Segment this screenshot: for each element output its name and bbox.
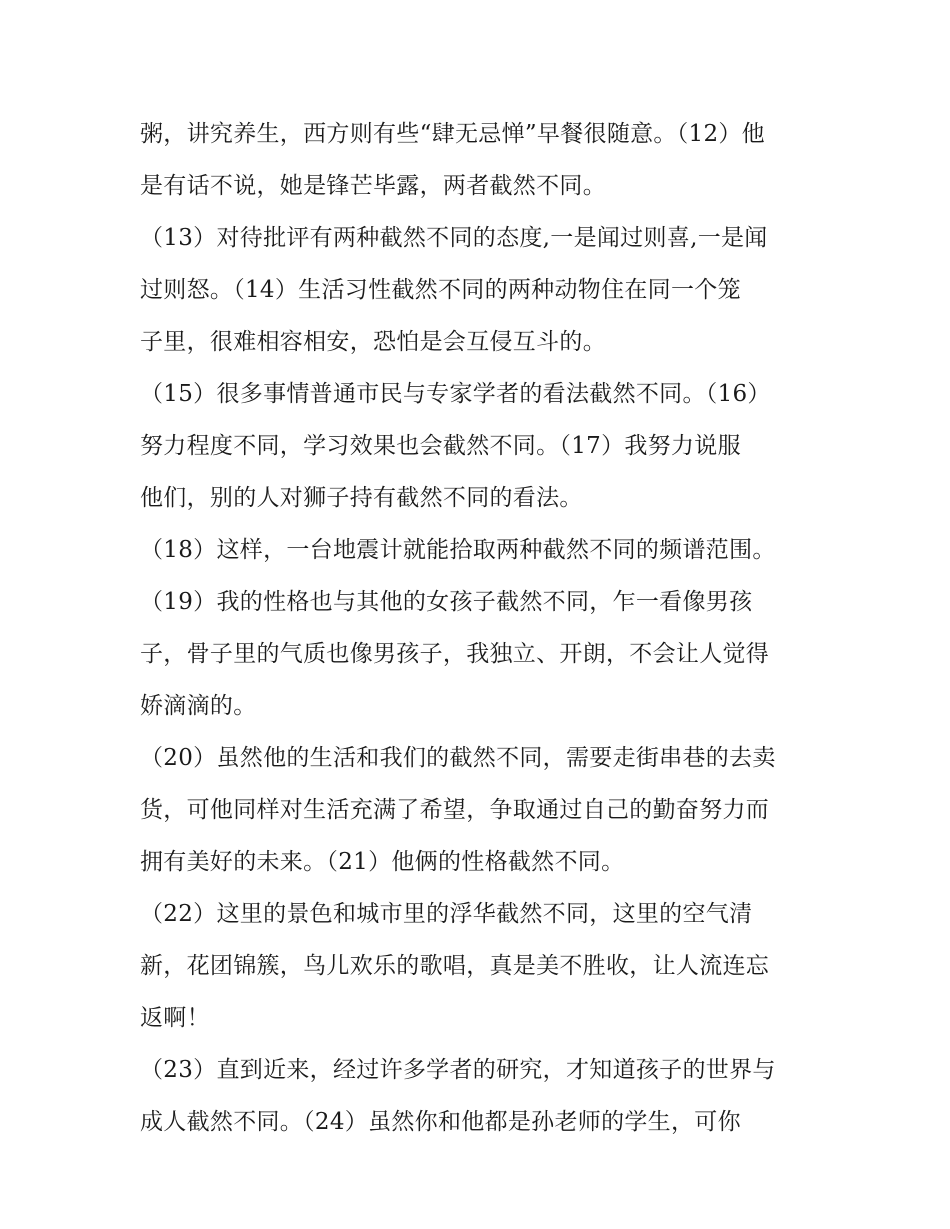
document-body-text — [140, 108, 820, 1148]
text-line: （15）很多事情普通市民与专家学者的看法截然不同。（16） — [140, 381, 771, 407]
text-line: 成人截然不同。（24）虽然你和他都是孙老师的学生，可你 — [140, 1109, 741, 1135]
text-line: 他们，别的人对狮子持有截然不同的看法。 — [140, 485, 583, 511]
text-line: 新，花团锦簇，鸟儿欢乐的歌唱，真是美不胜收，让人流连忘 — [140, 953, 770, 979]
text-line: （22）这里的景色和城市里的浮华截然不同，这里的空气清 — [140, 901, 753, 927]
text-line: 过则怒。（14）生活习性截然不同的两种动物住在同一个笼 — [140, 277, 741, 303]
text-line: 子里，很难相容相安，恐怕是会互侵互斗的。 — [140, 329, 606, 355]
text-line: （13）对待批评有两种截然不同的态度,一是闻过则喜,一是闻 — [140, 225, 768, 251]
text-line: 努力程度不同，学习效果也会截然不同。（17）我努力说服 — [140, 433, 741, 459]
text-line: （20）虽然他的生活和我们的截然不同，需要走街串巷的去卖 — [140, 745, 776, 771]
text-line: （18）这样，一台地震计就能拾取两种截然不同的频谱范围。 — [140, 537, 776, 563]
text-line: 是有话不说，她是锋芒毕露，两者截然不同。 — [140, 173, 606, 199]
text-line: 娇滴滴的。 — [140, 693, 257, 719]
text-line: 货，可他同样对生活充满了希望，争取通过自己的勤奋努力而 — [140, 797, 770, 823]
text-line: 子，骨子里的气质也像男孩子，我独立、开朗，不会让人觉得 — [140, 641, 770, 667]
text-line: 拥有美好的未来。（21）他俩的性格截然不同。 — [140, 849, 625, 875]
text-line: （19）我的性格也与其他的女孩子截然不同，乍一看像男孩 — [140, 589, 753, 615]
text-line: 粥，讲究养生，西方则有些“肆无忌惮”早餐很随意。（12）他 — [140, 121, 765, 147]
text-line: （23）直到近来，经过许多学者的研究，才知道孩子的世界与 — [140, 1057, 776, 1083]
text-line: 返啊！ — [140, 1005, 210, 1031]
